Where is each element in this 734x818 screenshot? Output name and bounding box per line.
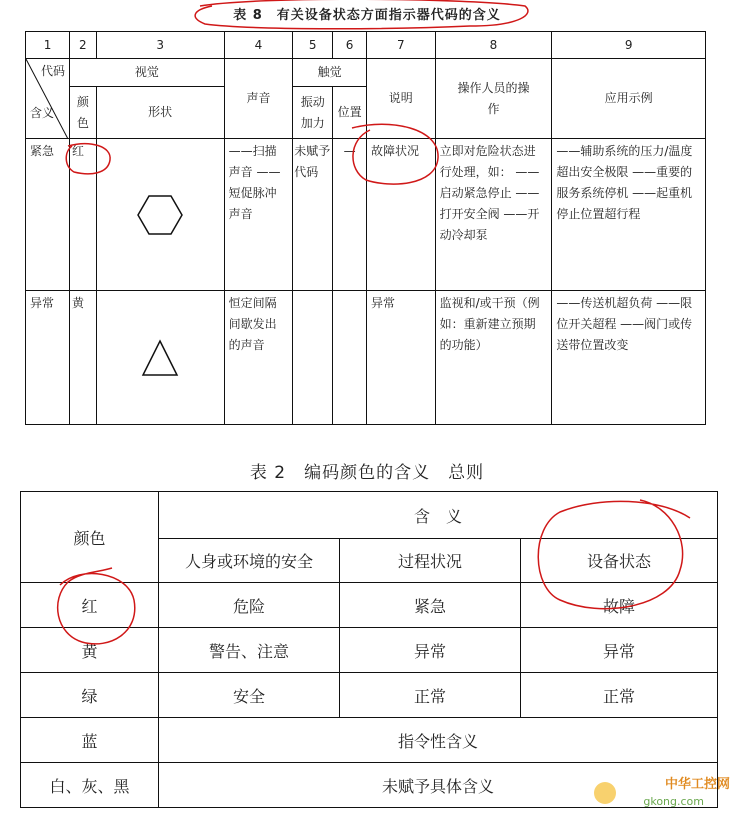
color-cell: 白、灰、黑 [21,763,159,808]
description-cell: 故障状况 [366,139,435,291]
color-cell: 黄 [21,628,159,673]
watermark-logo: 中华工控网 [664,777,730,792]
process-header: 过程状况 [340,539,521,583]
merged-meaning-cell: 未赋予具体含义 [159,763,718,808]
watermark-gear-icon [594,782,616,804]
table8-row-abnormal [26,291,706,425]
process-cell: 紧急 [340,583,521,628]
table8-title: 表 8 有关设备状态方面指示器代码的含义 [233,8,501,23]
meaning-cell: 紧急 [26,139,70,291]
table2-title: 表 2 编码颜色的含义 总则 [249,463,485,483]
code-label: 代码 [41,64,66,78]
col-number: 2 [70,32,97,59]
meaning-label: 含义 [30,106,55,120]
equipment-header: 设备状态 [521,539,718,583]
safety-header: 人身或环境的安全 [159,539,340,583]
color-cell: 绿 [21,673,159,718]
equipment-cell: 异常 [521,628,718,673]
sound-header: 声音 [224,59,293,139]
col-number: 1 [26,32,70,59]
action-cell: 立即对危险状态进行处理，如： ——启动紧急停止 ——打开安全阀 ——开动冷却泵 [435,139,552,291]
sound-cell: ——扫描声音 ——短促脉冲声音 [224,139,293,291]
table2-row-red [21,583,718,628]
description-cell: 异常 [366,291,435,425]
vibration-cell [293,291,333,425]
color-cell: 红 [70,139,97,291]
equipment-cell: 故障 [521,583,718,628]
table2-row-yellow [21,628,718,673]
color-cell: 黄 [70,291,97,425]
meaning-header: 含 义 [159,492,718,539]
col-number: 5 [293,32,333,59]
vibration-header: 振动加力 [293,87,333,139]
example-cell: ——辅助系统的压力/温度超出安全极限 ——重要的服务系统停机 ——起重机停止位置超行程 [552,139,706,291]
operator-action-header: 操作人员的操作 [435,59,552,139]
col-number: 8 [435,32,552,59]
position-cell: — [333,139,367,291]
meaning-cell: 异常 [26,291,70,425]
color-cell: 红 [21,583,159,628]
col-number: 6 [333,32,367,59]
triangle-icon [140,338,180,378]
table2 [20,491,718,808]
shape-cell [96,291,224,425]
description-header: 说明 [366,59,435,139]
hexagon-icon [137,194,183,236]
safety-cell: 危险 [159,583,340,628]
position-header: 位置 [333,87,367,139]
table2-row-green [21,673,718,718]
col-number: 9 [552,32,706,59]
visual-header: 视觉 [70,59,225,87]
position-cell [333,291,367,425]
color-header: 颜色 [21,492,159,583]
example-cell: ——传送机超负荷 ——限位开关超程 ——阀门或传送带位置改变 [552,291,706,425]
safety-cell: 警告、注意 [159,628,340,673]
color-cell: 蓝 [21,718,159,763]
process-cell: 正常 [340,673,521,718]
col-number: 4 [224,32,293,59]
color-header: 颜色 [70,87,97,139]
merged-meaning-cell: 指令性含义 [159,718,718,763]
sound-cell: 恒定间隔间歇发出的声音 [224,291,293,425]
vibration-cell: 未赋予代码 [293,139,333,291]
col-number: 3 [96,32,224,59]
diagonal-header-cell [26,59,70,139]
touch-header: 触觉 [293,59,367,87]
table8 [25,31,706,425]
process-cell: 异常 [340,628,521,673]
watermark-url: gkong.com [643,795,704,808]
shape-cell [96,139,224,291]
application-example-header: 应用示例 [552,59,706,139]
table2-row-blue [21,718,718,763]
table8-row-emergency [26,139,706,291]
safety-cell: 安全 [159,673,340,718]
equipment-cell: 正常 [521,673,718,718]
action-cell: 监视和/或干预（例如：重新建立预期的功能） [435,291,552,425]
col-number: 7 [366,32,435,59]
shape-header: 形状 [96,87,224,139]
